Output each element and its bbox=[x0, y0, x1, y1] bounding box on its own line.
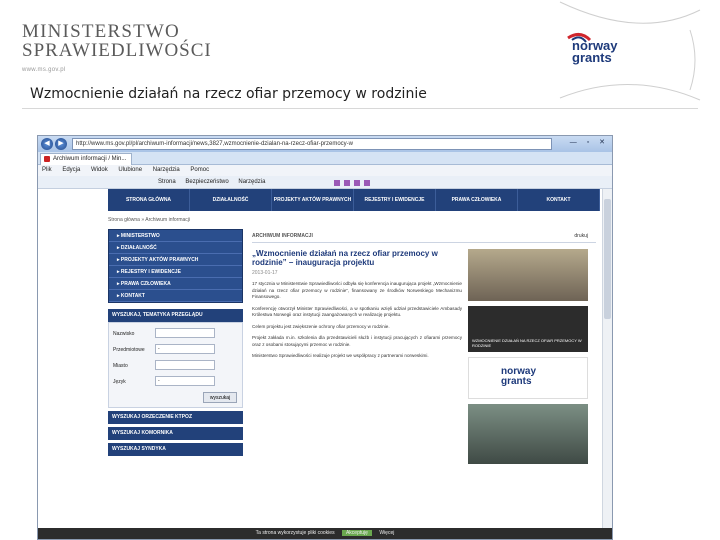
article-paragraph: Konferencję otworzył Minister Sprawiedliwości, a w spotkaniu wzięli udział przedstawiciele Ambasady Królestwa Norwegii oraz instytucji zaangażowanych w realizację projektu. bbox=[252, 305, 462, 317]
ministry-logo bbox=[22, 22, 212, 73]
cookie-bar bbox=[38, 528, 612, 539]
search-bailiff-link[interactable]: WYSZUKAJ KOMORNIKA bbox=[108, 427, 243, 440]
audience-photo[interactable] bbox=[468, 404, 588, 464]
norway-grants-logo bbox=[572, 40, 618, 64]
surname-input[interactable] bbox=[155, 328, 215, 338]
topnav-item-registers[interactable]: REJESTRY I EWIDENCJE bbox=[354, 189, 436, 211]
cookie-accept-button[interactable]: Akceptuję bbox=[342, 530, 372, 536]
section-header bbox=[252, 229, 596, 243]
article-paragraph: Celem projektu jest zwiększenie ochrony ofiar przemocy w rodzinie. bbox=[252, 323, 390, 329]
topnav-item-activity[interactable]: DZIAŁALNOŚĆ bbox=[190, 189, 272, 211]
topnav-item-contact[interactable]: KONTAKT bbox=[518, 189, 600, 211]
field-label: Język bbox=[113, 379, 126, 385]
menu-view[interactable]: Widok bbox=[91, 167, 108, 173]
article bbox=[252, 249, 462, 360]
top-navigation bbox=[108, 189, 600, 211]
page-viewport bbox=[38, 189, 612, 529]
left-menu-item[interactable]: ▸ MINISTERSTWO bbox=[109, 230, 242, 242]
project-banner[interactable] bbox=[468, 306, 588, 352]
main-column bbox=[252, 229, 596, 387]
language-select[interactable]: - bbox=[155, 376, 215, 386]
field-label: Przedmiotowe bbox=[113, 347, 145, 353]
cmd-tools[interactable]: Narzędzia bbox=[238, 179, 266, 185]
tab-title: Archiwum informacji / Min... bbox=[53, 156, 127, 162]
favicon-icon bbox=[44, 156, 50, 162]
mail-icon[interactable] bbox=[354, 180, 360, 186]
topnav-item-home[interactable]: STRONA GŁÓWNA bbox=[108, 189, 190, 211]
left-menu-item[interactable]: ▸ REJESTRY I EWIDENCJE bbox=[109, 266, 242, 278]
subject-select[interactable]: - bbox=[155, 344, 215, 354]
menu-help[interactable]: Pomoc bbox=[190, 167, 210, 173]
scroll-thumb[interactable] bbox=[604, 199, 611, 319]
search-row bbox=[113, 327, 238, 343]
menu-edit[interactable]: Edycja bbox=[62, 167, 81, 173]
print-link[interactable]: drukuj bbox=[574, 233, 588, 239]
browser-titlebar bbox=[38, 136, 612, 152]
cookie-text: Ta strona wykorzystuje pliki cookies bbox=[255, 530, 335, 536]
cookie-more-link[interactable]: Więcej bbox=[379, 530, 395, 536]
scrollbar[interactable] bbox=[602, 189, 612, 529]
article-paragraph: 17 stycznia w Ministerstwie Sprawiedliwości odbyła się konferencja inaugurująca projekt „Wzmocnienie działań na rzecz ofiar przemocy w rodzinie”, finansowany ze środków Norweskiego Mechanizmu Finansowego. bbox=[252, 281, 462, 299]
menu-file[interactable]: Plik bbox=[42, 167, 52, 173]
search-ruling-link[interactable]: WYSZUKAJ ORZECZENIE KTPOZ bbox=[108, 411, 243, 424]
topnav-item-drafts[interactable]: PROJEKTY AKTÓW PRAWNYCH bbox=[272, 189, 354, 211]
search-trustee-link[interactable]: WYSZUKAJ SYNDYKA bbox=[108, 443, 243, 456]
search-row bbox=[113, 343, 238, 359]
search-row bbox=[113, 375, 238, 391]
browser-screenshot bbox=[37, 135, 613, 540]
menu-tools[interactable]: Narzędzia bbox=[152, 167, 180, 173]
search-header: WYSZUKAJ, TEMATYKA PRZEGLĄDU bbox=[108, 309, 243, 322]
field-label: Miasto bbox=[113, 363, 128, 369]
left-blocks bbox=[108, 411, 243, 456]
article-date: 2013-01-17 bbox=[252, 270, 278, 276]
ministry-url: www.ms.gov.pl bbox=[22, 67, 66, 73]
norway-grants-line2: grants bbox=[572, 50, 612, 65]
cmd-page[interactable]: Strona bbox=[158, 179, 176, 185]
command-bar bbox=[38, 176, 612, 189]
left-menu-item[interactable]: ▸ KONTAKT bbox=[109, 290, 242, 302]
search-form bbox=[108, 322, 243, 408]
conference-photo[interactable] bbox=[468, 249, 588, 301]
banner-caption: WZMOCNIENIE DZIAŁAŃ NA RZECZ OFIAR PRZEMOCY W RODZINIE bbox=[472, 338, 582, 348]
forward-icon[interactable]: ▶ bbox=[55, 138, 67, 150]
breadcrumb[interactable]: Strona główna » Archiwum informacji bbox=[108, 217, 190, 223]
ministry-name-line1: MINISTERSTWO bbox=[22, 21, 180, 42]
menu-bar bbox=[38, 165, 612, 176]
feed-icon[interactable] bbox=[344, 180, 350, 186]
section-title: ARCHIWUM INFORMACJI bbox=[252, 233, 313, 239]
back-icon[interactable]: ◀ bbox=[41, 138, 53, 150]
field-label: Nazwisko bbox=[113, 331, 135, 337]
city-input[interactable] bbox=[155, 360, 215, 370]
left-menu-item[interactable]: ▸ PRAWA CZŁOWIEKA bbox=[109, 278, 242, 290]
left-column bbox=[108, 229, 243, 456]
article-title: „Wzmocnienie działań na rzecz ofiar przemocy w rodzinie” – inauguracja projektu bbox=[252, 249, 438, 267]
left-menu bbox=[108, 229, 243, 303]
slide-title: Wzmocnienie działań na rzecz ofiar przemocy w rodzinie bbox=[30, 86, 427, 102]
article-paragraph: Ministerstwo Sprawiedliwości realizuje projekt we współpracy z partnerami norweskimi. bbox=[252, 353, 429, 358]
menu-favorites[interactable]: Ulubione bbox=[118, 167, 143, 173]
cmd-safety[interactable]: Bezpieczeństwo bbox=[185, 179, 229, 185]
divider bbox=[22, 108, 698, 109]
print-icon[interactable] bbox=[364, 180, 370, 186]
search-button[interactable]: wyszukaj bbox=[203, 392, 237, 403]
home-icon[interactable] bbox=[334, 180, 340, 186]
left-menu-item[interactable]: ▸ DZIAŁALNOŚĆ bbox=[109, 242, 242, 254]
article-images bbox=[468, 249, 588, 469]
address-bar[interactable]: http://www.ms.gov.pl/pl/archiwum-informacji/news,3827,wzmocnienie-dzialan-na-rzecz-ofiar-przemocy-w bbox=[72, 138, 552, 150]
ministry-name-line2: SPRAWIEDLIWOŚCI bbox=[22, 40, 212, 61]
article-paragraph: Projekt zakłada m.in. szkolenia dla przedstawicieli służb i instytucji pracujących z ofiarami przemocy oraz z osobami stosującymi przemoc w rodzinie. bbox=[252, 335, 462, 347]
window-controls[interactable]: — ▫ ✕ bbox=[569, 139, 609, 146]
topnav-item-human-rights[interactable]: PRAWA CZŁOWIEKA bbox=[436, 189, 518, 211]
ng-mini-line2: grants bbox=[501, 376, 532, 387]
norway-grants-mini-logo bbox=[501, 367, 536, 387]
ng-mini-line1: norway bbox=[501, 366, 537, 377]
norway-grants-banner[interactable] bbox=[468, 357, 588, 399]
tab-bar bbox=[38, 152, 612, 165]
browser-tab[interactable] bbox=[40, 153, 132, 165]
ministry-page bbox=[108, 189, 600, 529]
left-menu-item[interactable]: ▸ PROJEKTY AKTÓW PRAWNYCH bbox=[109, 254, 242, 266]
norway-grants-line1: norway bbox=[572, 38, 618, 53]
search-row bbox=[113, 359, 238, 375]
